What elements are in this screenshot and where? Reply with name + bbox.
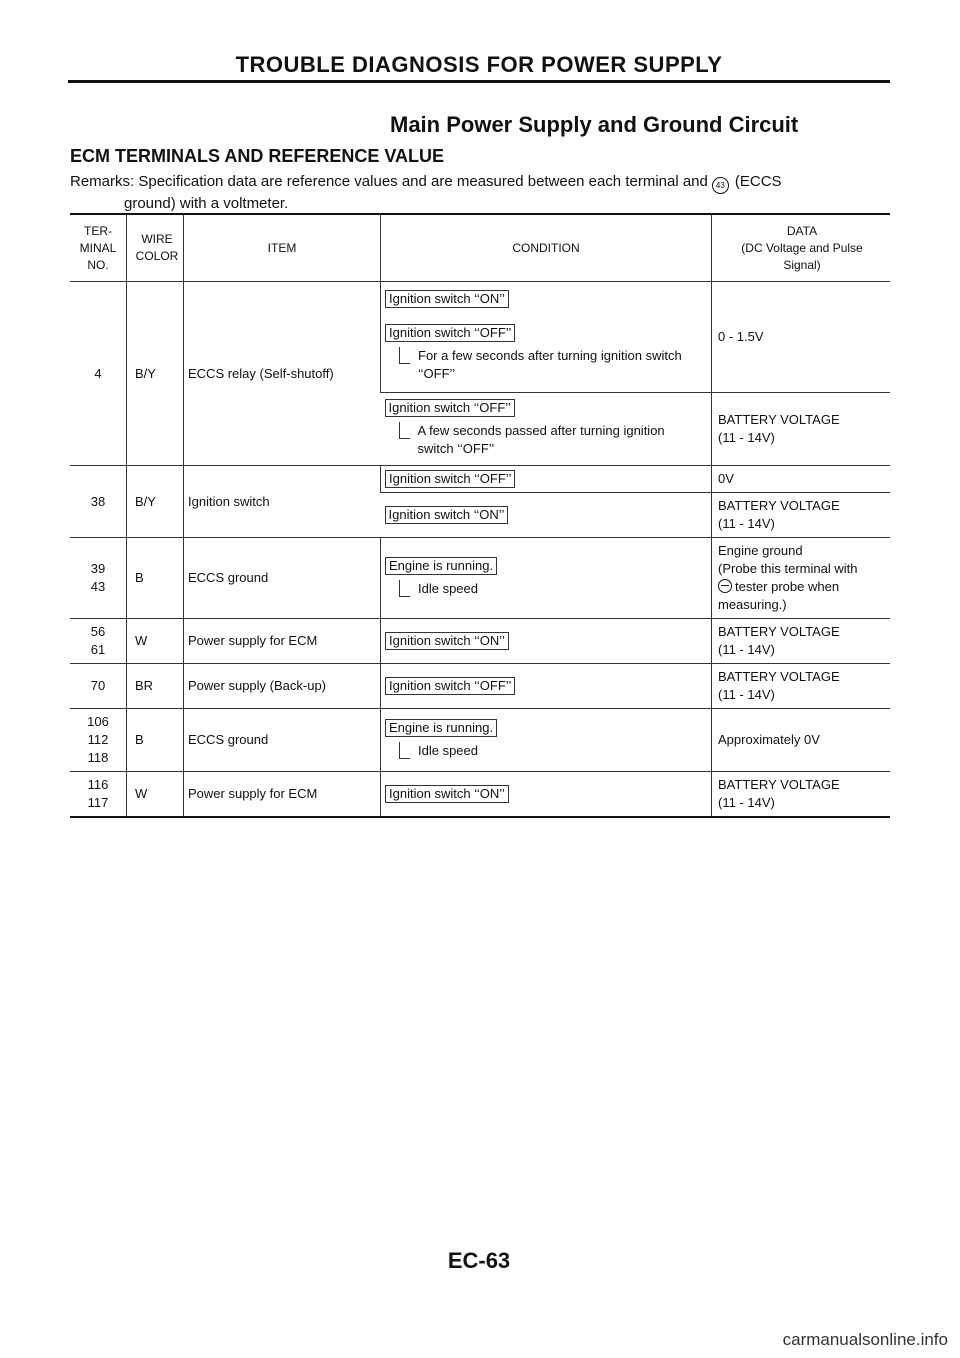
sub-bracket-icon xyxy=(399,347,410,364)
table-row xyxy=(70,538,890,619)
negative-probe-icon xyxy=(718,579,732,593)
terminal-reference-table xyxy=(70,213,890,818)
condition-box: Ignition switch ‘‘ON’’ xyxy=(385,785,509,803)
table-row xyxy=(70,664,890,709)
cell-condition xyxy=(381,619,712,664)
cell-data: BATTERY VOLTAGE (11 - 14V) xyxy=(712,619,891,664)
cell-wire: B/Y xyxy=(127,466,184,538)
cell-wire: BR xyxy=(127,664,184,709)
cell-condition xyxy=(381,466,712,493)
cell-terminal: 56 61 xyxy=(70,619,127,664)
condition-box: Ignition switch ‘‘OFF’’ xyxy=(385,399,515,417)
ground-terminal-badge-icon: 43 xyxy=(712,177,729,194)
header-terminal: TER- MINAL NO. xyxy=(70,214,127,282)
condition-box: Ignition switch ‘‘ON’’ xyxy=(385,506,509,524)
cell-condition xyxy=(381,709,712,772)
table-row xyxy=(70,619,890,664)
cell-data: Engine ground (Probe this terminal with tester probe when measuring.) xyxy=(712,538,891,619)
page-header-title: TROUBLE DIAGNOSIS FOR POWER SUPPLY xyxy=(235,52,723,77)
cell-data: BATTERY VOLTAGE (11 - 14V) xyxy=(712,772,891,818)
page-number: EC-63 xyxy=(447,1248,511,1273)
cell-condition xyxy=(381,772,712,818)
table-row xyxy=(70,709,890,772)
table-row xyxy=(70,772,890,818)
cell-item: Power supply for ECM xyxy=(184,619,381,664)
remarks-text-3: ground) with a voltmeter. xyxy=(124,195,289,212)
cell-wire: W xyxy=(127,619,184,664)
cell-condition xyxy=(381,282,712,393)
remarks-paragraph xyxy=(70,172,890,213)
header-wire-color: WIRE COLOR xyxy=(127,214,184,282)
cell-data: BATTERY VOLTAGE (11 - 14V) xyxy=(712,393,891,466)
cell-data: BATTERY VOLTAGE (11 - 14V) xyxy=(712,664,891,709)
cell-item: Power supply for ECM xyxy=(184,772,381,818)
cell-condition xyxy=(381,664,712,709)
subsection-title: ECM TERMINALS AND REFERENCE VALUE xyxy=(70,146,445,166)
table-row xyxy=(70,466,890,493)
condition-box: Ignition switch ‘‘ON’’ xyxy=(385,290,509,308)
remarks-text-1: Remarks: Specification data are reference values and are measured between each terminal and xyxy=(70,173,708,190)
cell-wire: W xyxy=(127,772,184,818)
watermark-text: carmanualsonline.info xyxy=(782,1330,948,1349)
cell-data: Approximately 0V xyxy=(712,709,891,772)
cell-terminal: 116 117 xyxy=(70,772,127,818)
condition-sub: For a few seconds after turning ignition switch ‘‘OFF’’ xyxy=(399,347,707,383)
condition-box: Ignition switch ‘‘OFF’’ xyxy=(385,677,515,695)
sub-bracket-icon xyxy=(399,742,410,759)
cell-terminal: 4 xyxy=(70,282,127,466)
cell-wire: B xyxy=(127,709,184,772)
remarks-text-2: (ECCS xyxy=(734,173,782,190)
condition-box: Ignition switch ‘‘OFF’’ xyxy=(385,324,515,342)
sub-bracket-icon xyxy=(399,580,410,597)
cell-data: 0V xyxy=(712,466,891,493)
cell-terminal: 38 xyxy=(70,466,127,538)
cell-item: ECCS relay (Self-shutoff) xyxy=(184,282,381,466)
condition-box: Ignition switch ‘‘ON’’ xyxy=(385,632,509,650)
sub-bracket-icon xyxy=(399,422,410,439)
section-title: Main Power Supply and Ground Circuit xyxy=(390,112,799,137)
cell-terminal: 70 xyxy=(70,664,127,709)
condition-sub: A few seconds passed after turning ignition switch ‘‘OFF’’ xyxy=(399,422,708,458)
condition-box: Engine is running. xyxy=(385,719,497,737)
cell-condition xyxy=(381,493,712,538)
cell-wire: B/Y xyxy=(127,282,184,466)
header-condition: CONDITION xyxy=(381,214,712,282)
cell-item: Ignition switch xyxy=(184,466,381,538)
condition-box: Engine is running. xyxy=(385,557,497,575)
cell-item: Power supply (Back-up) xyxy=(184,664,381,709)
header-rule xyxy=(68,80,890,83)
cell-terminal: 39 43 xyxy=(70,538,127,619)
condition-box: Ignition switch ‘‘OFF’’ xyxy=(385,470,515,488)
cell-wire: B xyxy=(127,538,184,619)
table-row xyxy=(70,282,890,393)
cell-data: BATTERY VOLTAGE (11 - 14V) xyxy=(712,493,891,538)
cell-condition xyxy=(381,538,712,619)
condition-sub: Idle speed xyxy=(399,742,707,760)
header-data: DATA (DC Voltage and Pulse Signal) xyxy=(712,214,891,282)
condition-sub: Idle speed xyxy=(399,580,707,598)
cell-item: ECCS ground xyxy=(184,538,381,619)
cell-item: ECCS ground xyxy=(184,709,381,772)
cell-condition xyxy=(381,393,712,466)
header-item: ITEM xyxy=(184,214,381,282)
cell-data: 0 - 1.5V xyxy=(712,282,891,393)
table-header-row xyxy=(70,214,890,282)
cell-terminal: 106 112 118 xyxy=(70,709,127,772)
